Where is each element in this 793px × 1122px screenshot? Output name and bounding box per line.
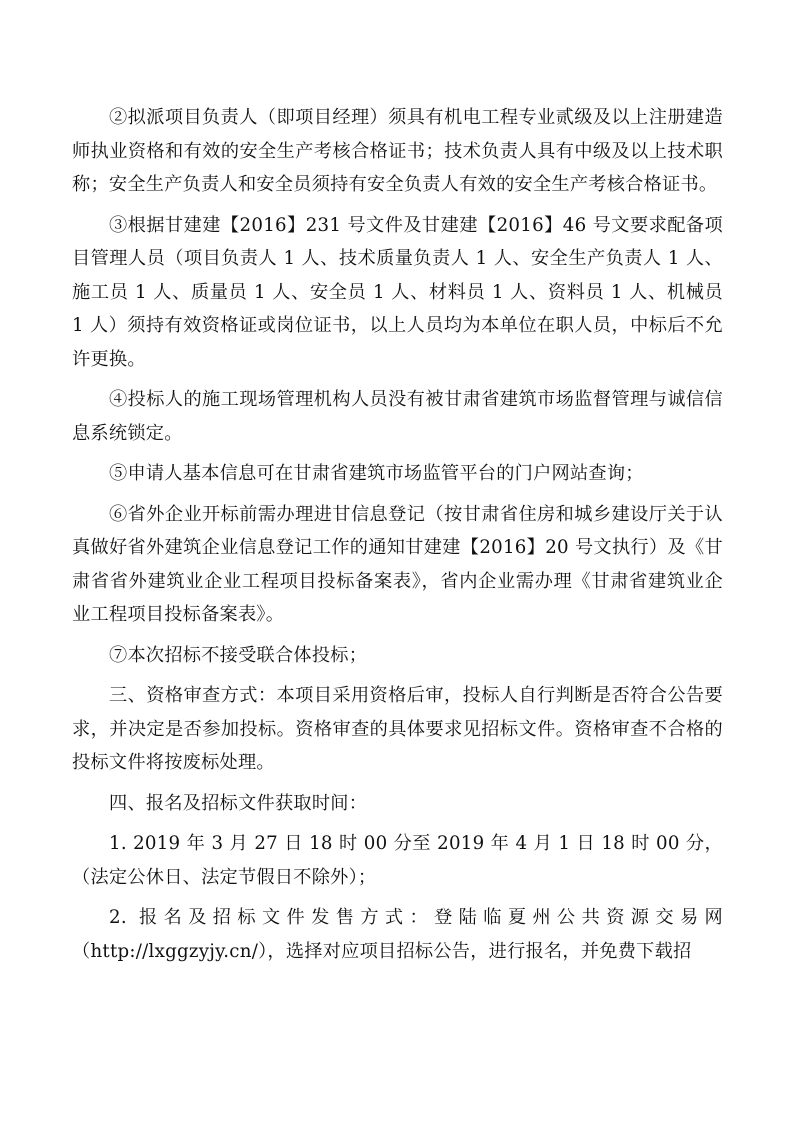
qualification-out-of-province: ⑥省外企业开标前需办理进甘信息登记（按甘肃省住房和城乡建设厅关于认真做好省外建筑企业信息登记工作的通知甘建建【2016】20 号文执行）及《甘肃省省外建筑业企业工程项目投标备案表》，省内企业需办理《甘肃省建筑业企业工程项目投标备案表》。 [72, 503, 723, 625]
qualification-info-query: ⑤申请人基本信息可在甘肃省建筑市场监管平台的门户网站查询； [109, 463, 644, 484]
section-qualification-review: 三、资格审查方式：本项目采用资格后审，投标人自行判断是否符合公告要求，并决定是否参加投标。资格审查的具体要求见招标文件。资格审查不合格的投标文件将按废标处理。 [72, 685, 723, 773]
qualification-staffing: ③根据甘建建【2016】231 号文件及甘建建【2016】46 号文要求配备项目管理人员（项目负责人 1 人、技术质量负责人 1 人、安全生产负责人 1 人、施工员 1 人、质量员 1 人、安全员 1 人、材料员 1 人、资料员 1 人、机械员 1 人）须持有效资格证或岗位证书，以上人员均为本单位在职人员，中标后不允许更换。 [72, 214, 723, 370]
qualification-project-manager: ②拟派项目负责人（即项目经理）须具有机电工程专业贰级及以上注册建造师执业资格和有效的安全生产考核合格证书；技术负责人具有中级及以上技术职称；安全生产负责人和安全员须持有安全负责人有效的安全生产考核合格证书。 [72, 107, 723, 195]
qualification-no-consortium: ⑦本次招标不接受联合体投标； [109, 644, 368, 666]
qualification-site-management: ④投标人的施工现场管理机构人员没有被甘肃省建筑市场监督管理与诚信信息系统锁定。 [72, 389, 723, 444]
registration-method: 2. 报名及招标文件发售方式：登陆临夏州公共资源交易网（http://lxggzyjy.cn/），选择对应项目招标公告，进行报名，并免费下载招 [72, 907, 723, 962]
registration-time: 1. 2019 年 3 月 27 日 18 时 00 分至 2019 年 4 月 1 日 18 时 00 分，（法定公休日、法定节假日不除外）； [72, 833, 723, 888]
section-registration-heading: 四、报名及招标文件获取时间： [109, 792, 368, 814]
